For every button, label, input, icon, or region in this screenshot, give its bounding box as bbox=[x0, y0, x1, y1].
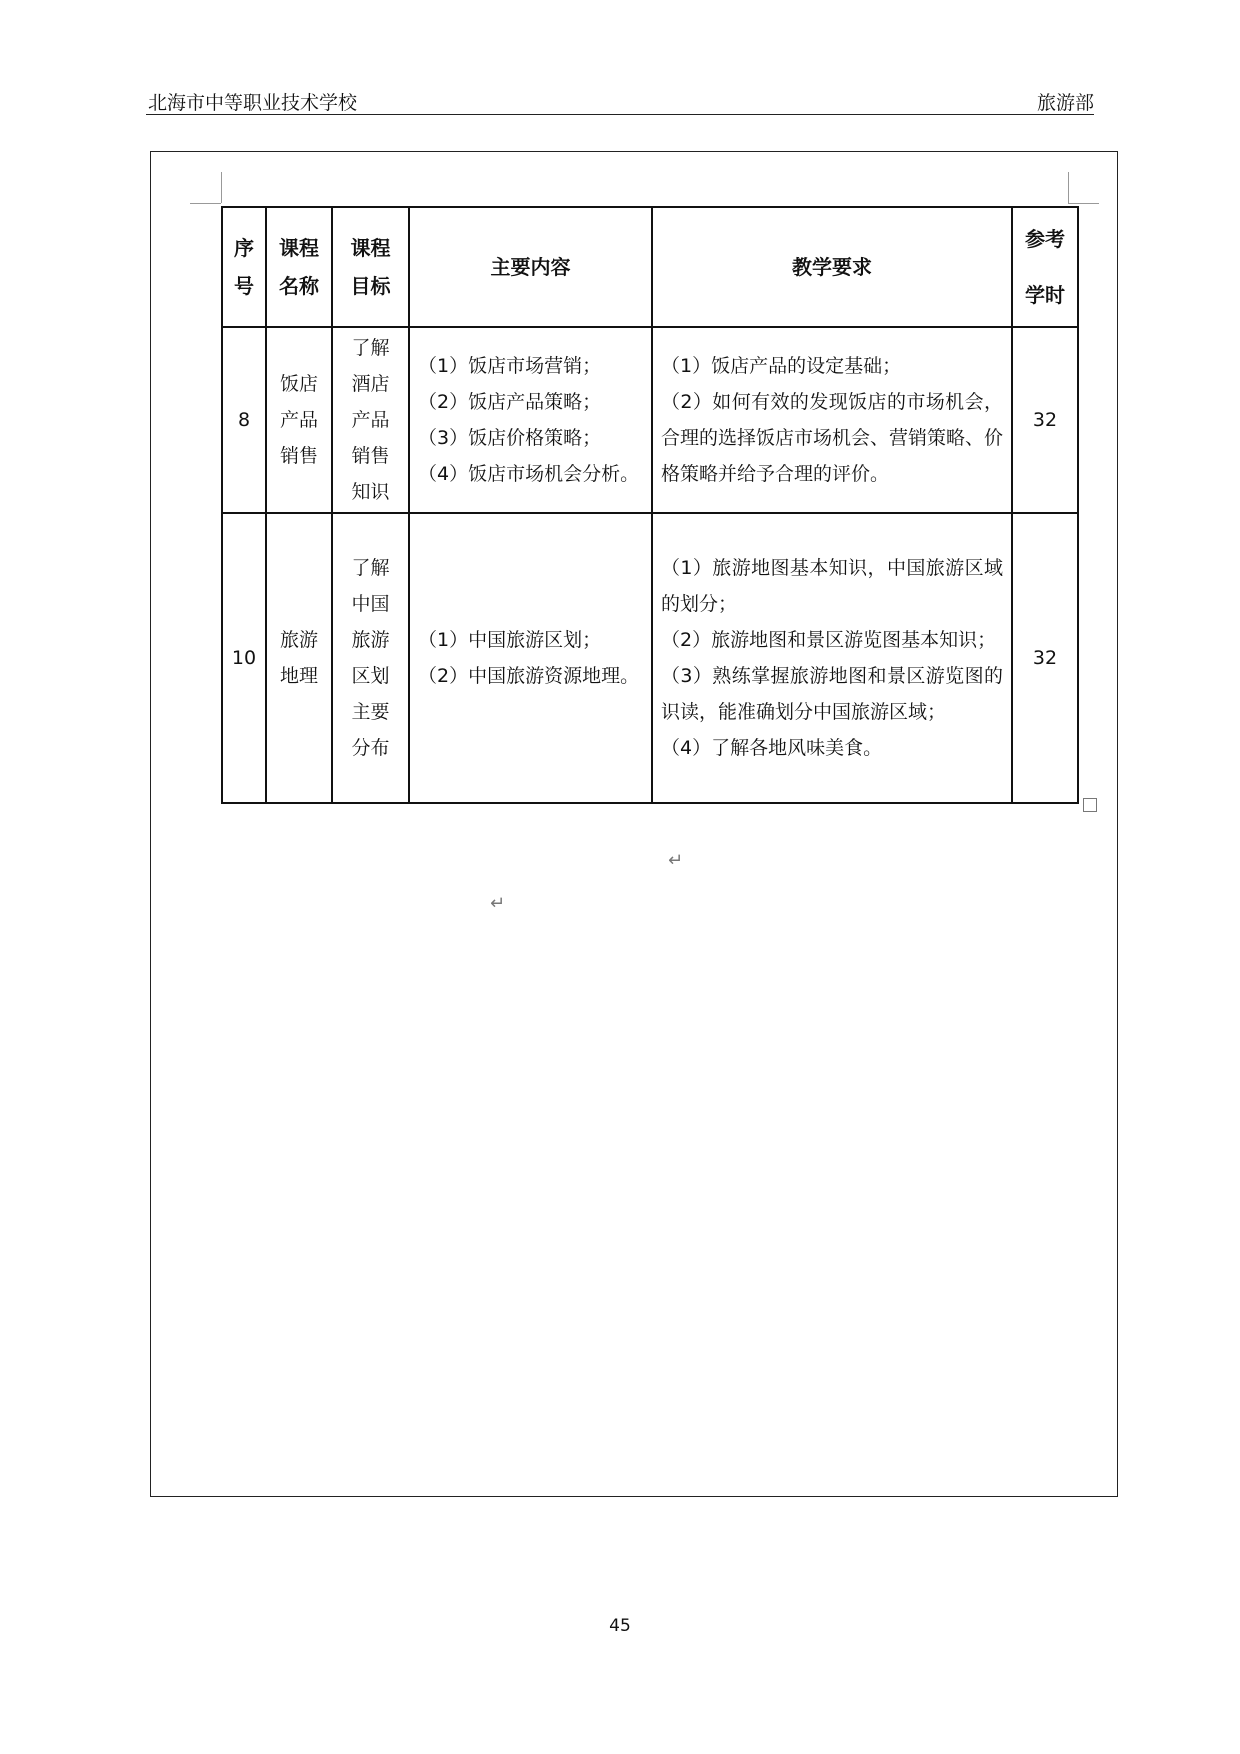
course-table bbox=[221, 206, 1079, 804]
crop-mark bbox=[1068, 203, 1099, 204]
header-no: 序 号 bbox=[222, 207, 266, 327]
row-course-goal: 了解 中国 旅游 区划 主要 分布 bbox=[332, 513, 409, 803]
table-row bbox=[222, 327, 1078, 513]
header-content: 主要内容 bbox=[409, 207, 652, 327]
crop-mark bbox=[190, 203, 221, 204]
row-content: （1）中国旅游区划； （2）中国旅游资源地理。 bbox=[409, 513, 652, 803]
row-requirement: （1）旅游地图基本知识，中国旅游区域的划分； （2）旅游地图和景区游览图基本知识； （3）熟练掌握旅游地图和景区游览图的识读，能准确划分中国旅游区域； （4）了解各地风味美食。 bbox=[652, 513, 1012, 803]
header-course-goal: 课程 目标 bbox=[332, 207, 409, 327]
row-no: 8 bbox=[222, 327, 266, 513]
header-rule bbox=[146, 114, 1094, 115]
header-hours: 参考 学时 bbox=[1012, 207, 1078, 327]
row-content: （1）饭店市场营销； （2）饭店产品策略； （3）饭店价格策略； （4）饭店市场机会分析。 bbox=[409, 327, 652, 513]
table-resize-handle[interactable] bbox=[1083, 798, 1097, 812]
row-course-name: 旅游 地理 bbox=[266, 513, 332, 803]
row-hours: 32 bbox=[1012, 513, 1078, 803]
page-number: 45 bbox=[609, 1616, 631, 1636]
table-row bbox=[222, 513, 1078, 803]
paragraph-mark-icon: ↵ bbox=[668, 850, 684, 871]
row-requirement: （1）饭店产品的设定基础； （2）如何有效的发现饭店的市场机会，合理的选择饭店市场机会、营销策略、价格策略并给予合理的评价。 bbox=[652, 327, 1012, 513]
row-hours: 32 bbox=[1012, 327, 1078, 513]
crop-mark bbox=[1068, 172, 1069, 203]
header-course-name: 课程 名称 bbox=[266, 207, 332, 327]
header-school: 北海市中等职业技术学校 bbox=[148, 92, 358, 114]
header-department: 旅游部 bbox=[1036, 92, 1094, 114]
row-no: 10 bbox=[222, 513, 266, 803]
row-course-goal: 了解 酒店 产品 销售 知识 bbox=[332, 327, 409, 513]
crop-mark bbox=[221, 172, 222, 203]
table-header-row bbox=[222, 207, 1078, 327]
paragraph-mark-icon: ↵ bbox=[490, 893, 506, 914]
row-course-name: 饭店 产品 销售 bbox=[266, 327, 332, 513]
header-requirement: 教学要求 bbox=[652, 207, 1012, 327]
